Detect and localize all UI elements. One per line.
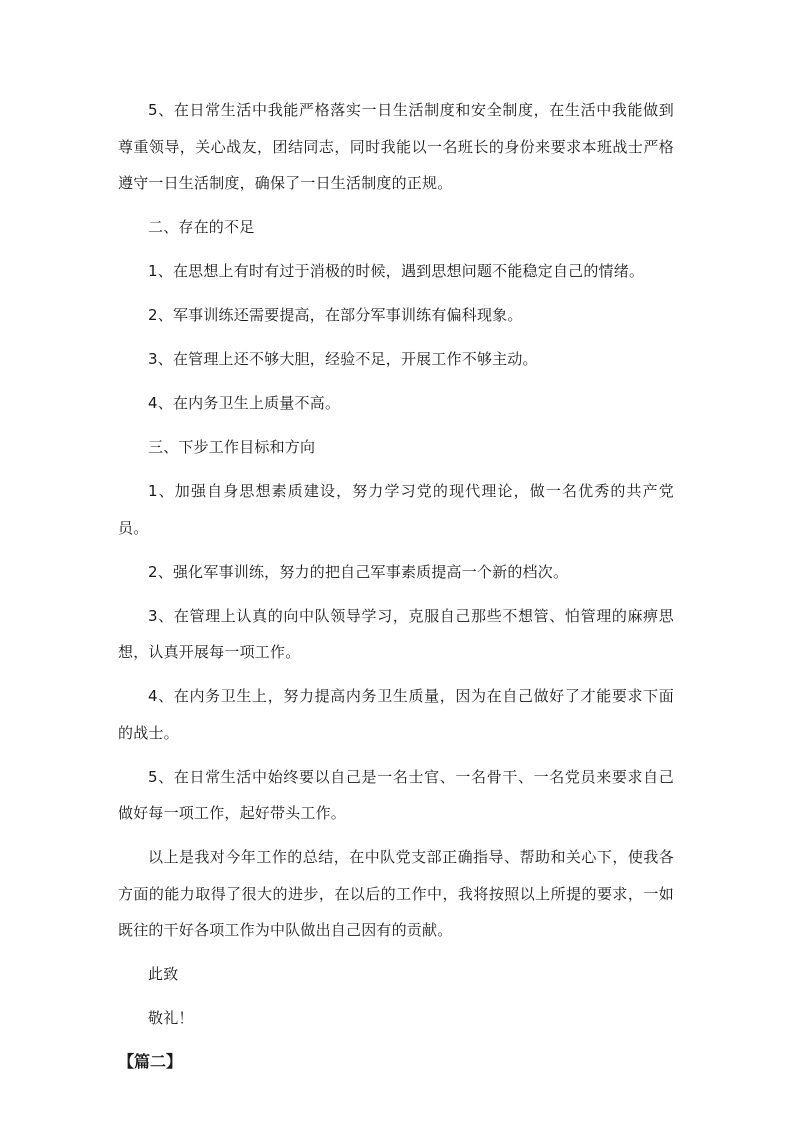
section-title-shortcomings: 二、存在的不足 bbox=[148, 218, 255, 236]
shortcoming-item-3: 3、在管理上还不够大胆，经验不足，开展工作不够主动。 bbox=[148, 350, 538, 368]
closing-jingli: 敬礼！ bbox=[148, 1009, 194, 1027]
paragraph-daily-life-5: 5、在日常生活中我能严格落实一日生活制度和安全制度，在生活中我能做到尊重领导，关心战友，团结同志，同时我能以一名班长的身份来要求本班战士严格遵守一日生活制度，确保了一日生活制度的正规。 bbox=[118, 101, 674, 192]
goal-item-1: 1、加强自身思想素质建设，努力学习党的现代理论，做一名优秀的共产党员。 bbox=[118, 482, 674, 537]
summary-paragraph: 以上是我对今年工作的总结，在中队党支部正确指导、帮助和关心下，使我各方面的能力取得了很大的进步，在以后的工作中，我将按照以上所提的要求，一如既往的干好各项工作为中队做出自己因有的贡献。 bbox=[118, 848, 674, 939]
document-body bbox=[118, 92, 674, 1080]
shortcoming-item-4: 4、在内务卫生上质量不高。 bbox=[148, 394, 341, 412]
closing-cizhi: 此致 bbox=[148, 965, 179, 983]
section-heading-part-two: 【篇二】 bbox=[118, 1052, 183, 1071]
shortcoming-item-2: 2、军事训练还需要提高，在部分军事训练有偏科现象。 bbox=[148, 306, 523, 324]
section-title-next-goals: 三、下步工作目标和方向 bbox=[148, 438, 316, 456]
shortcoming-item-1: 1、在思想上有时有过于消极的时候，遇到思想问题不能稳定自己的情绪。 bbox=[148, 262, 645, 280]
goal-item-5: 5、在日常生活中始终要以自己是一名士官、一名骨干、一名党员来要求自己做好每一项工作，起好带头工作。 bbox=[118, 767, 674, 822]
goal-item-2: 2、强化军事训练，努力的把自己军事素质提高一个新的档次。 bbox=[148, 562, 569, 581]
goal-item-3: 3、在管理上认真的向中队领导学习，克服自己那些不想管、怕管理的麻痹思想，认真开展每一项工作。 bbox=[118, 606, 674, 661]
goal-item-4: 4、在内务卫生上，努力提高内务卫生质量，因为在自己做好了才能要求下面的战士。 bbox=[118, 687, 674, 742]
